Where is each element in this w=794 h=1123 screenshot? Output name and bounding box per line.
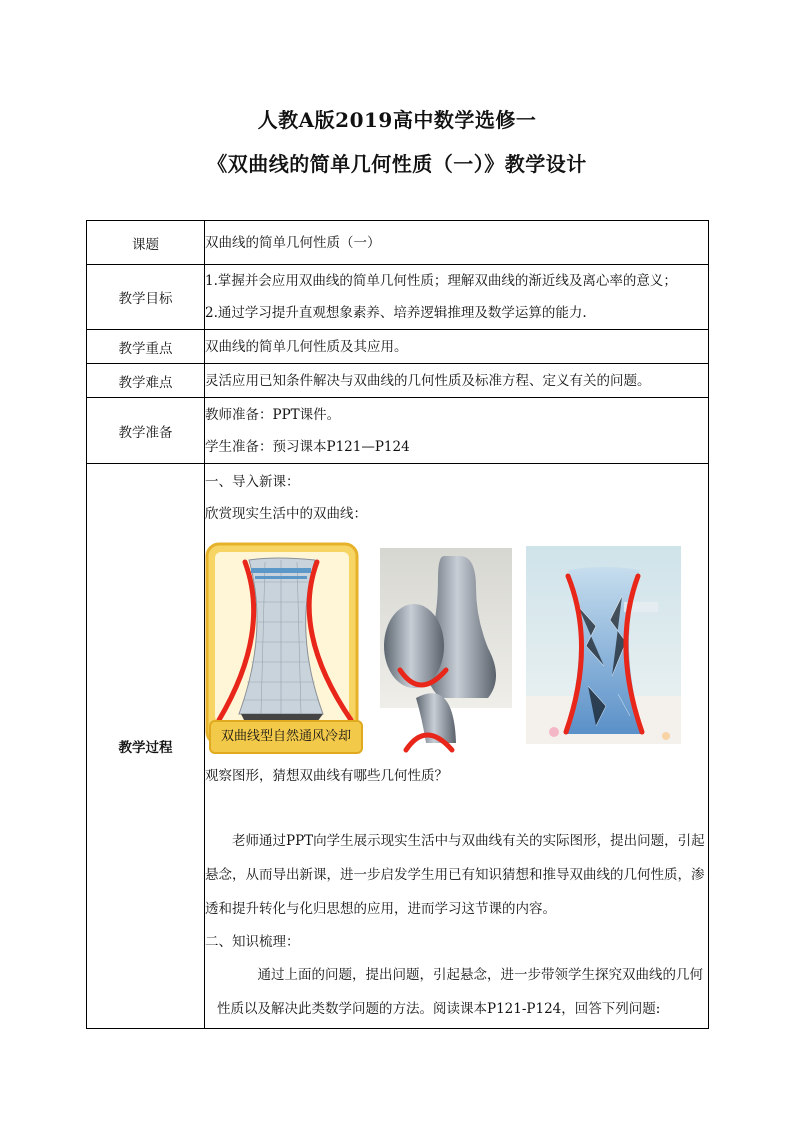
row-difficulties	[87, 364, 709, 398]
row-preparation	[87, 398, 709, 464]
hyperbola-photos	[205, 536, 708, 758]
knowledge-paragraph: 通过上面的问题，提出问题，引起悬念，进一步带领学生探究双曲线的几何性质以及解决此类数学问题的方法。阅读课本P121-P124，回答下列问题:	[217, 967, 703, 1017]
photo-caption: 双曲线型自然通风冷却	[209, 720, 363, 754]
value-process	[205, 464, 709, 1029]
row-objectives	[87, 265, 709, 330]
teacher-preparation: 教师准备：PPT课件。	[205, 406, 341, 423]
row-topic	[87, 221, 709, 265]
section-intro-heading: 一、导入新课：	[205, 474, 300, 490]
cooling-tower-photo	[205, 542, 365, 754]
label-process: 教学过程	[87, 464, 205, 1029]
intro-paragraph: 老师通过PPT向学生展示现实生活中与双曲线有关的实际图形，提出问题，引起悬念，从而导出新课，进一步启发学生用已有知识猜想和推导双曲线的几何性质，渗透和提升转化与化归思想的应用，进而学习这节课的内容。	[205, 833, 705, 917]
bowling-pin-photo	[380, 548, 512, 753]
label-difficulties: 教学难点	[87, 364, 205, 398]
document-title: 人教A版2019高中数学选修一	[257, 108, 537, 132]
appreciate-text: 欣赏现实生活中的双曲线：	[205, 506, 367, 522]
observe-question: 观察图形，猜想双曲线有哪些几何性质？	[205, 768, 448, 784]
label-key-points: 教学重点	[87, 330, 205, 364]
row-key-points	[87, 330, 709, 364]
label-objectives: 教学目标	[87, 265, 205, 330]
document-subtitle: 《双曲线的简单几何性质（一）》教学设计	[207, 152, 587, 176]
value-preparation	[205, 398, 709, 464]
label-preparation: 教学准备	[87, 398, 205, 464]
value-objectives	[205, 265, 709, 330]
objective-item: 2.通过学习提升直观想象素养、培养逻辑推理及数学运算的能力.	[205, 305, 587, 321]
objective-item: 1.掌握并会应用双曲线的简单几何性质；理解双曲线的渐近线及离心率的意义；	[205, 273, 677, 289]
value-difficulties: 灵活应用已知条件解决与双曲线的几何性质及标准方程、定义有关的问题。	[205, 364, 709, 398]
section-knowledge-heading: 二、知识梳理：	[205, 934, 300, 950]
glass-vase-photo	[526, 546, 681, 744]
label-topic: 课题	[87, 221, 205, 265]
value-key-points: 双曲线的简单几何性质及其应用。	[205, 330, 709, 364]
lesson-plan-table	[86, 220, 709, 1029]
value-topic: 双曲线的简单几何性质（一）	[205, 221, 709, 265]
student-preparation: 学生准备：预习课本P121—P124	[205, 438, 410, 455]
row-process	[87, 464, 709, 1029]
